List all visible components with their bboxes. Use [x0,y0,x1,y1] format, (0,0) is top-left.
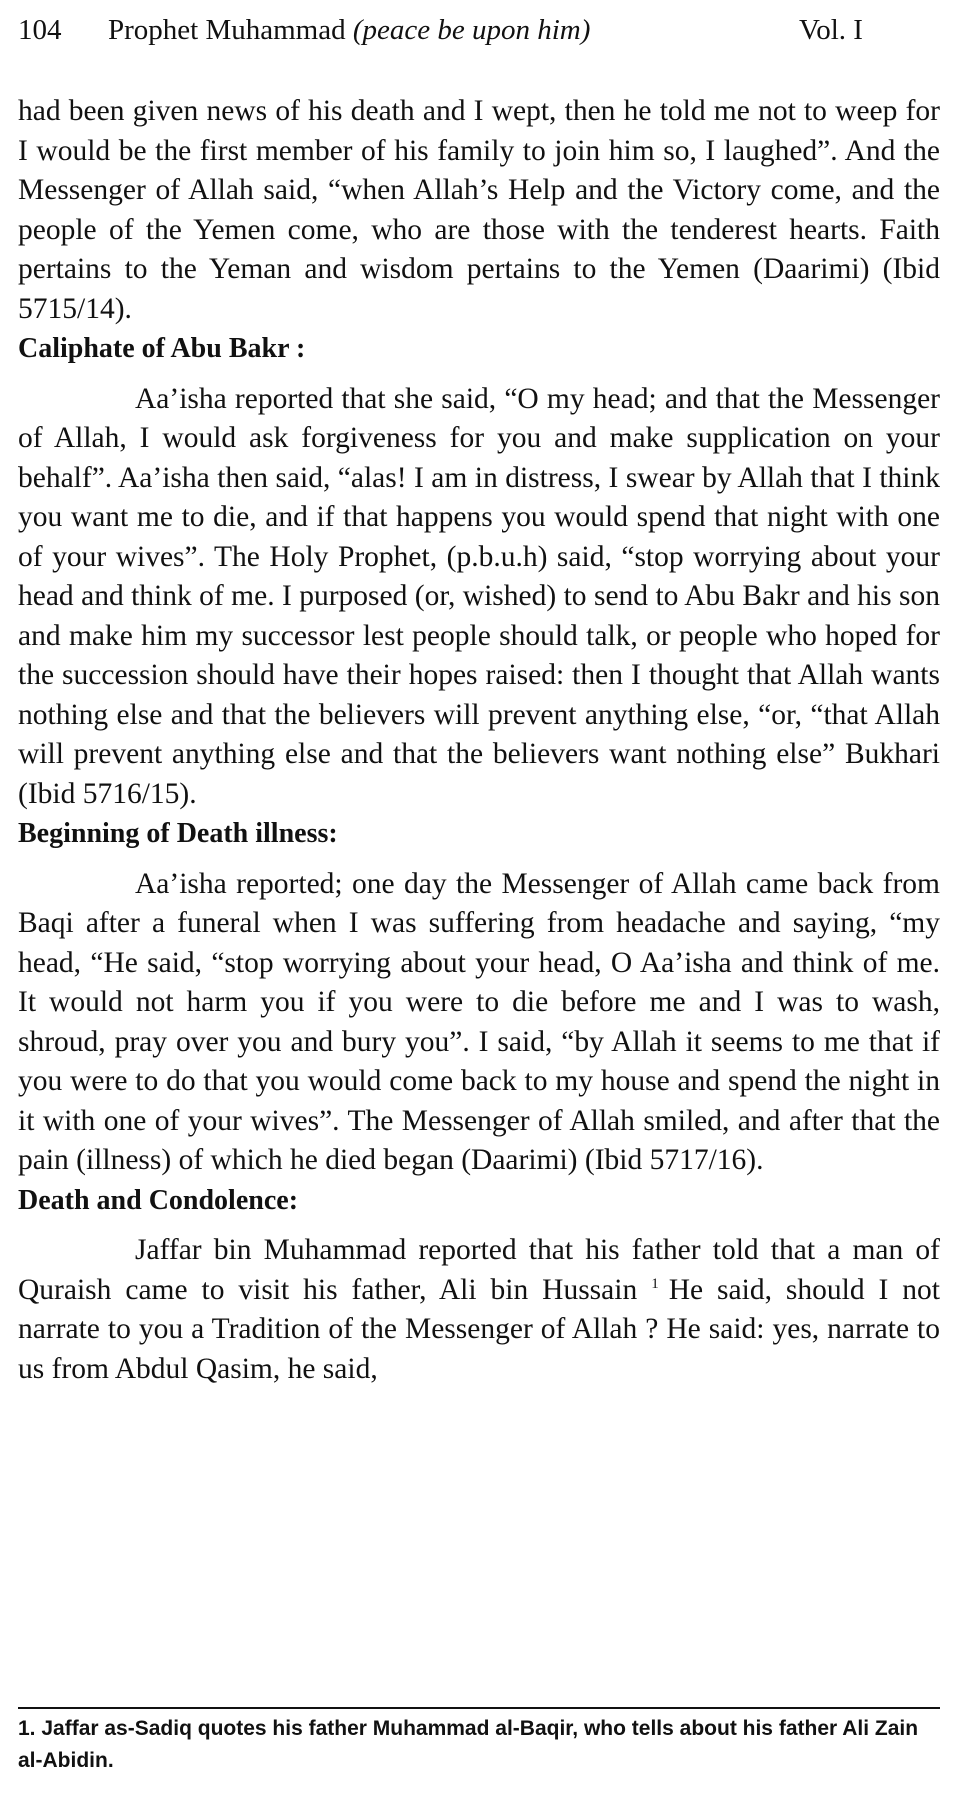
footnote-divider [18,1707,940,1709]
book-title-honorific: (peace be upon him) [352,14,591,46]
running-header [18,8,898,52]
paragraph-4-start: Jaffar bin Muhammad reported that his father told that a man of Quraish came to visit his father, Ali bin Hussain [18,1234,940,1306]
footnote: 1. Jaffar as-Sadiq quotes his father Muhammad al-Baqir, who tells about his father Ali Zain al-Abidin. [18,1717,919,1772]
page-number: 104 [18,14,62,46]
paragraph-1: had been given news of his death and I wept, then he told me not to weep for I would be the first member of his family to join him so, I laughed”. And the Messenger of Allah said, “when Allah’s Help and the Victory come, and the people of the Yemen come, who are those with the tenderest hearts. Faith pertains to the Yeman and wisdom pertains to the Yemen (Daarimi) (Ibid 5715/14). [18,95,940,325]
paragraph-4 [18,1231,940,1389]
volume-label: Vol. I [799,14,863,46]
footnote-reference[interactable]: 1 [651,1275,659,1292]
paragraph-2: Aa’isha reported that she said, “O my head; and that the Messenger of Allah, I would ask forgiveness for you and make supplication on your behalf”. Aa’isha then said, “alas! I am in distress, I swear by Allah that I think you want me to die, and if that happens you would spend that night with one of your wives”. The Holy Prophet, (p.b.u.h) said, “stop worrying about your head and think of me. I purposed (or, wished) to send to Abu Bakr and his son and make him my successor lest people should talk, or people who hoped for the succession should have their hopes raised: then I thought that Allah wants nothing else and that the believers will prevent anything else, “or, “that Allah will prevent anything else and that the believers want nothing else” Bukhari (Ibid 5716/15). [18,382,940,810]
paragraph-3: Aa’isha reported; one day the Messenger of Allah came back from Baqi after a funeral when I was suffering from headache and saying, “my head, “He said, “stop worrying about your head, O Aa’isha and think of me. It would not harm you if you were to die before me and I was to wash, shroud, pray over you and bury you”. I said, “by Allah it seems to me that if you were to do that you would come back to my house and spend the night in it with one of your wives”. The Messenger of Allah smiled, and after that the pain (illness) of which he died began (Daarimi) (Ibid 5717/16). [18,867,940,1176]
section-heading-caliphate: Caliphate of Abu Bakr : [18,333,306,364]
section-heading-death-illness: Beginning of Death illness: [18,818,338,849]
book-title-main: Prophet Muhammad [108,14,346,46]
body-text [18,92,940,1389]
paragraph-4-end: He said, should I not narrate to you a Tradition of the Messenger of Allah ? He said: yes, narrate to us from Abdul Qasim, he said, [18,1273,940,1385]
section-heading-condolence: Death and Condolence: [18,1184,299,1216]
book-title [108,8,590,52]
